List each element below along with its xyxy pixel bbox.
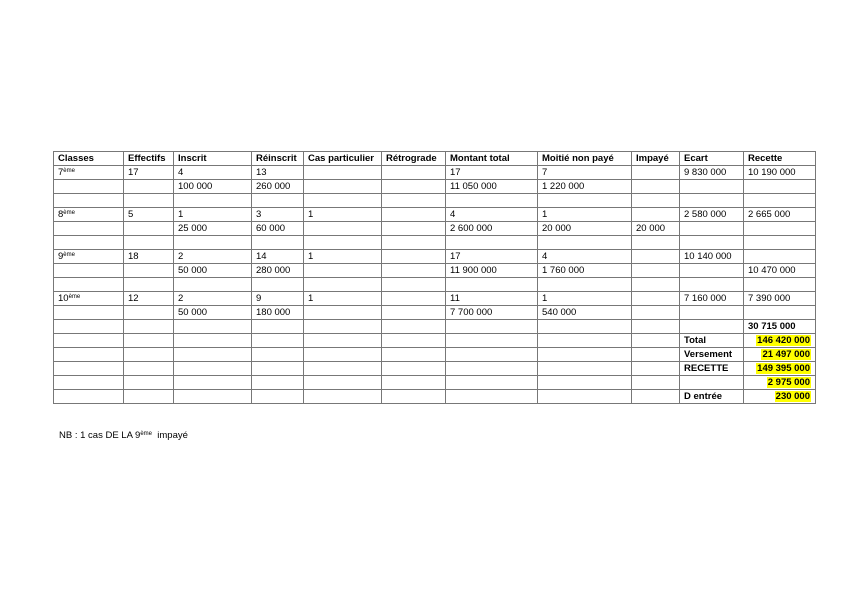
cell-empty xyxy=(304,222,382,236)
cell-retrograde xyxy=(382,208,446,222)
table-cell xyxy=(632,194,680,208)
table-row-class xyxy=(54,208,816,222)
cell-recette-value: 7 390 000 xyxy=(748,293,791,304)
summary-label-value: Total xyxy=(684,335,706,346)
cell-inscrit-amount-value: 50 000 xyxy=(178,265,208,276)
cell-montant-amount-value: 11 050 000 xyxy=(450,181,497,192)
table-cell xyxy=(124,376,174,390)
table-row-blank xyxy=(54,194,816,208)
summary-label xyxy=(680,376,744,390)
class-number: 7 xyxy=(58,167,64,178)
cell-montant-amount-value: 11 900 000 xyxy=(450,265,497,276)
table-cell xyxy=(538,348,632,362)
summary-row xyxy=(54,376,816,390)
cell-moitie-amount-value: 20 000 xyxy=(542,223,572,234)
cell-empty xyxy=(304,306,382,320)
cell-recette xyxy=(744,250,816,264)
cell-reinscrit-amount xyxy=(252,180,304,194)
table-cell xyxy=(304,362,382,376)
table-header-row xyxy=(54,152,816,166)
table-cell xyxy=(174,236,252,250)
cell-empty xyxy=(382,222,446,236)
table-row-class xyxy=(54,250,816,264)
table-cell xyxy=(304,334,382,348)
table-cell xyxy=(382,376,446,390)
cell-ecart-amount xyxy=(680,222,744,236)
cell-reinscrit-amount xyxy=(252,264,304,278)
cell-effectifs-value: 18 xyxy=(128,251,139,262)
cell-moitie xyxy=(538,292,632,306)
table-cell xyxy=(174,390,252,404)
table-cell xyxy=(538,236,632,250)
cell-retrograde xyxy=(382,250,446,264)
cell-reinscrit-value: 3 xyxy=(256,209,262,220)
table-cell xyxy=(304,320,382,334)
table-cell xyxy=(174,334,252,348)
cell-empty xyxy=(382,306,446,320)
table-cell xyxy=(54,278,124,292)
cell-reinscrit-amount-value: 260 000 xyxy=(256,181,291,192)
table-cell xyxy=(382,236,446,250)
table-cell xyxy=(632,236,680,250)
cell-montant-total-value: 11 xyxy=(450,293,460,304)
table-cell xyxy=(538,362,632,376)
cell-impaye xyxy=(632,208,680,222)
summary-value-value: 2 975 000 xyxy=(767,377,810,388)
cell-recette xyxy=(744,208,816,222)
table-cell xyxy=(744,278,816,292)
cell-inscrit-amount xyxy=(174,306,252,320)
cell-inscrit-value: 1 xyxy=(178,209,184,220)
cell-cas-particulier xyxy=(304,250,382,264)
table-cell xyxy=(124,362,174,376)
cell-reinscrit-value: 9 xyxy=(256,293,262,304)
cell-ecart-value: 7 160 000 xyxy=(684,293,727,304)
table-cell xyxy=(174,362,252,376)
cell-cas-particulier-value: 1 xyxy=(308,293,314,304)
cell-empty xyxy=(124,180,174,194)
cell-montant-amount xyxy=(446,222,538,236)
table-row-amounts xyxy=(54,306,816,320)
cell-empty xyxy=(382,180,446,194)
summary-label xyxy=(680,348,744,362)
table-cell xyxy=(744,194,816,208)
cell-moitie-amount-value: 1 220 000 xyxy=(542,181,585,192)
cell-retrograde xyxy=(382,292,446,306)
table-cell xyxy=(680,320,744,334)
cell-ecart-amount xyxy=(680,264,744,278)
summary-row xyxy=(54,390,816,404)
cell-impaye xyxy=(632,166,680,180)
table-cell xyxy=(174,194,252,208)
cell-reinscrit xyxy=(252,166,304,180)
cell-effectifs xyxy=(124,166,174,180)
table-cell xyxy=(124,320,174,334)
table-cell xyxy=(174,320,252,334)
class-name xyxy=(54,208,124,222)
table-cell xyxy=(446,236,538,250)
subtotal-value xyxy=(744,320,816,334)
cell-inscrit-amount xyxy=(174,264,252,278)
cell-inscrit xyxy=(174,208,252,222)
table-cell xyxy=(54,236,124,250)
table-cell xyxy=(446,320,538,334)
class-name xyxy=(54,250,124,264)
table-cell xyxy=(680,194,744,208)
table-cell xyxy=(304,194,382,208)
cell-cas-particulier xyxy=(304,166,382,180)
table-cell xyxy=(446,334,538,348)
cell-recette-value: 2 665 000 xyxy=(748,209,791,220)
cell-moitie-amount xyxy=(538,222,632,236)
summary-label-value: Versement xyxy=(684,349,733,360)
table-row-class xyxy=(54,166,816,180)
table-cell xyxy=(174,376,252,390)
class-suffix: ème xyxy=(68,294,81,300)
cell-moitie-amount xyxy=(538,264,632,278)
cell-cas-particulier xyxy=(304,292,382,306)
cell-empty xyxy=(304,264,382,278)
cell-recette-amount xyxy=(744,306,816,320)
cell-reinscrit xyxy=(252,292,304,306)
cell-reinscrit-amount xyxy=(252,306,304,320)
cell-empty xyxy=(124,222,174,236)
table-cell xyxy=(252,236,304,250)
table-row-blank xyxy=(54,278,816,292)
cell-montant-total-value: 17 xyxy=(450,251,461,262)
header-cas-particulier: Cas particulier xyxy=(304,152,382,166)
summary-label-value: RECETTE xyxy=(684,363,729,374)
header-inscrit: Inscrit xyxy=(174,152,252,166)
cell-inscrit-amount xyxy=(174,222,252,236)
summary-value xyxy=(744,390,816,404)
cell-effectifs xyxy=(124,208,174,222)
cell-ecart xyxy=(680,208,744,222)
table-cell xyxy=(252,194,304,208)
table-row-subtotal xyxy=(54,320,816,334)
summary-label-value: D entrée xyxy=(684,391,723,402)
subtotal-value-value: 30 715 000 xyxy=(748,321,796,332)
cell-empty xyxy=(54,306,124,320)
table-cell xyxy=(382,194,446,208)
summary-value xyxy=(744,348,816,362)
header-recette: Recette xyxy=(744,152,816,166)
summary-label xyxy=(680,334,744,348)
table-cell xyxy=(538,334,632,348)
table-cell xyxy=(124,194,174,208)
cell-inscrit-value: 2 xyxy=(178,251,184,262)
summary-row xyxy=(54,362,816,376)
cell-moitie xyxy=(538,250,632,264)
cell-inscrit-amount-value: 100 000 xyxy=(178,181,213,192)
table-cell xyxy=(304,278,382,292)
table-row-amounts xyxy=(54,180,816,194)
table-cell xyxy=(304,376,382,390)
table-cell xyxy=(54,376,124,390)
table-cell xyxy=(632,348,680,362)
table-cell xyxy=(538,376,632,390)
cell-recette xyxy=(744,292,816,306)
cell-montant-amount xyxy=(446,180,538,194)
cell-ecart xyxy=(680,166,744,180)
table-cell xyxy=(446,194,538,208)
cell-empty xyxy=(304,180,382,194)
cell-montant-amount xyxy=(446,306,538,320)
table-cell xyxy=(252,390,304,404)
table-cell xyxy=(538,278,632,292)
summary-value-value: 146 420 000 xyxy=(757,335,810,346)
table-cell xyxy=(252,362,304,376)
cell-montant-total xyxy=(446,166,538,180)
summary-label xyxy=(680,362,744,376)
table-cell xyxy=(304,236,382,250)
footnote-suffix: impayé xyxy=(152,430,188,441)
cell-impaye xyxy=(632,292,680,306)
table-row-blank xyxy=(54,236,816,250)
header-classes: Classes xyxy=(54,152,124,166)
class-number: 8 xyxy=(58,209,64,220)
class-number: 9 xyxy=(58,251,64,262)
header-retrograde: Rétrograde xyxy=(382,152,446,166)
cell-montant-total xyxy=(446,250,538,264)
cell-empty xyxy=(54,180,124,194)
cell-moitie xyxy=(538,208,632,222)
header-effectifs: Effectifs xyxy=(124,152,174,166)
header-montant-total: Montant total xyxy=(446,152,538,166)
table-cell xyxy=(174,348,252,362)
header-impaye: Impayé xyxy=(632,152,680,166)
table-cell xyxy=(252,320,304,334)
class-suffix: ème xyxy=(63,252,75,258)
table-cell xyxy=(54,334,124,348)
cell-moitie-amount xyxy=(538,180,632,194)
table-cell xyxy=(632,390,680,404)
table-cell xyxy=(538,320,632,334)
table-cell xyxy=(632,362,680,376)
cell-reinscrit-amount xyxy=(252,222,304,236)
table-cell xyxy=(304,348,382,362)
cell-reinscrit-value: 14 xyxy=(256,251,267,262)
summary-label xyxy=(680,390,744,404)
footnote-prefix: NB : 1 cas DE LA 9 xyxy=(59,430,141,441)
cell-moitie-value: 1 xyxy=(542,209,548,220)
header-moitie-non-paye: Moitié non payé xyxy=(538,152,632,166)
table-cell xyxy=(382,390,446,404)
cell-reinscrit xyxy=(252,208,304,222)
cell-moitie xyxy=(538,166,632,180)
table-cell xyxy=(680,278,744,292)
cell-ecart-value: 10 140 000 xyxy=(684,251,732,262)
table-row-class xyxy=(54,292,816,306)
table-cell xyxy=(446,348,538,362)
cell-ecart-amount xyxy=(680,306,744,320)
cell-impaye-amount xyxy=(632,306,680,320)
cell-montant-total xyxy=(446,292,538,306)
table-cell xyxy=(174,278,252,292)
cell-impaye xyxy=(632,250,680,264)
table-cell xyxy=(446,390,538,404)
cell-reinscrit-amount-value: 180 000 xyxy=(256,307,291,318)
table-cell xyxy=(446,376,538,390)
table-cell xyxy=(382,320,446,334)
cell-moitie-amount-value: 540 000 xyxy=(542,307,577,318)
cell-moitie-value: 7 xyxy=(542,167,548,178)
cell-moitie-amount-value: 1 760 000 xyxy=(542,265,585,276)
table-cell xyxy=(252,334,304,348)
cell-ecart-amount xyxy=(680,180,744,194)
table-cell xyxy=(680,236,744,250)
table-cell xyxy=(446,278,538,292)
table-cell xyxy=(538,390,632,404)
cell-reinscrit-amount-value: 280 000 xyxy=(256,265,291,276)
table-cell xyxy=(304,390,382,404)
cell-retrograde xyxy=(382,166,446,180)
cell-empty xyxy=(54,264,124,278)
table-cell xyxy=(252,348,304,362)
table-cell xyxy=(632,278,680,292)
cell-inscrit-value: 2 xyxy=(178,293,184,304)
cell-impaye-amount xyxy=(632,222,680,236)
cell-recette xyxy=(744,166,816,180)
table-cell xyxy=(124,390,174,404)
cell-empty xyxy=(54,222,124,236)
table-row-amounts xyxy=(54,222,816,236)
table-cell xyxy=(54,348,124,362)
cell-impaye-amount xyxy=(632,180,680,194)
cell-montant-amount-value: 7 700 000 xyxy=(450,307,493,318)
cell-ecart xyxy=(680,250,744,264)
table-cell xyxy=(538,194,632,208)
table-row-amounts xyxy=(54,264,816,278)
table-cell xyxy=(382,278,446,292)
cell-moitie-amount xyxy=(538,306,632,320)
cell-empty xyxy=(124,264,174,278)
cell-recette-amount-value: 10 470 000 xyxy=(748,265,796,276)
summary-value xyxy=(744,334,816,348)
cell-impaye-amount xyxy=(632,264,680,278)
cell-montant-amount xyxy=(446,264,538,278)
table-cell xyxy=(382,362,446,376)
table-cell xyxy=(252,376,304,390)
table-cell xyxy=(54,390,124,404)
cell-inscrit xyxy=(174,166,252,180)
cell-effectifs xyxy=(124,250,174,264)
cell-impaye-amount-value: 20 000 xyxy=(636,223,666,234)
fee-table xyxy=(53,151,816,404)
cell-recette-amount xyxy=(744,264,816,278)
cell-cas-particulier-value: 1 xyxy=(308,251,314,262)
summary-value-value: 21 497 000 xyxy=(762,349,810,360)
table-cell xyxy=(632,376,680,390)
class-suffix: ème xyxy=(63,210,75,216)
cell-reinscrit xyxy=(252,250,304,264)
table-cell xyxy=(252,278,304,292)
cell-effectifs xyxy=(124,292,174,306)
cell-inscrit-amount-value: 25 000 xyxy=(178,223,208,234)
table-cell xyxy=(54,194,124,208)
cell-montant-total xyxy=(446,208,538,222)
cell-ecart-value: 2 580 000 xyxy=(684,209,727,220)
summary-row xyxy=(54,348,816,362)
cell-ecart xyxy=(680,292,744,306)
table-cell xyxy=(124,278,174,292)
table-cell xyxy=(446,362,538,376)
class-suffix: ème xyxy=(63,168,75,174)
cell-montant-total-value: 17 xyxy=(450,167,461,178)
table-cell xyxy=(744,236,816,250)
cell-empty xyxy=(124,306,174,320)
summary-value xyxy=(744,376,816,390)
table-cell xyxy=(382,334,446,348)
cell-montant-total-value: 4 xyxy=(450,209,456,220)
cell-cas-particulier-value: 1 xyxy=(308,209,314,220)
cell-inscrit-amount xyxy=(174,180,252,194)
cell-cas-particulier xyxy=(304,208,382,222)
cell-reinscrit-value: 13 xyxy=(256,167,267,178)
summary-value xyxy=(744,362,816,376)
footnote xyxy=(59,430,188,441)
cell-montant-amount-value: 2 600 000 xyxy=(450,223,493,234)
cell-inscrit-amount-value: 50 000 xyxy=(178,307,208,318)
cell-reinscrit-amount-value: 60 000 xyxy=(256,223,286,234)
table-cell xyxy=(632,320,680,334)
cell-inscrit xyxy=(174,292,252,306)
class-name xyxy=(54,292,124,306)
cell-effectifs-value: 17 xyxy=(128,167,139,178)
footnote-sup: ème xyxy=(140,431,152,437)
table-cell xyxy=(632,334,680,348)
summary-value-value: 230 000 xyxy=(775,391,810,402)
table-cell xyxy=(54,320,124,334)
cell-moitie-value: 4 xyxy=(542,251,548,262)
summary-value-value: 149 395 000 xyxy=(757,363,810,374)
summary-row xyxy=(54,334,816,348)
cell-inscrit-value: 4 xyxy=(178,167,184,178)
cell-ecart-value: 9 830 000 xyxy=(684,167,727,178)
cell-empty xyxy=(382,264,446,278)
cell-recette-value: 10 190 000 xyxy=(748,167,796,178)
cell-recette-amount xyxy=(744,180,816,194)
cell-moitie-value: 1 xyxy=(542,293,548,304)
cell-inscrit xyxy=(174,250,252,264)
table-cell xyxy=(124,348,174,362)
header-ecart: Ecart xyxy=(680,152,744,166)
table-cell xyxy=(54,362,124,376)
cell-effectifs-value: 5 xyxy=(128,209,134,220)
cell-effectifs-value: 12 xyxy=(128,293,139,304)
header-reinscrit: Réinscrit xyxy=(252,152,304,166)
table-cell xyxy=(382,348,446,362)
table-cell xyxy=(124,236,174,250)
class-number: 10 xyxy=(58,293,69,304)
table-cell xyxy=(124,334,174,348)
cell-recette-amount xyxy=(744,222,816,236)
class-name xyxy=(54,166,124,180)
